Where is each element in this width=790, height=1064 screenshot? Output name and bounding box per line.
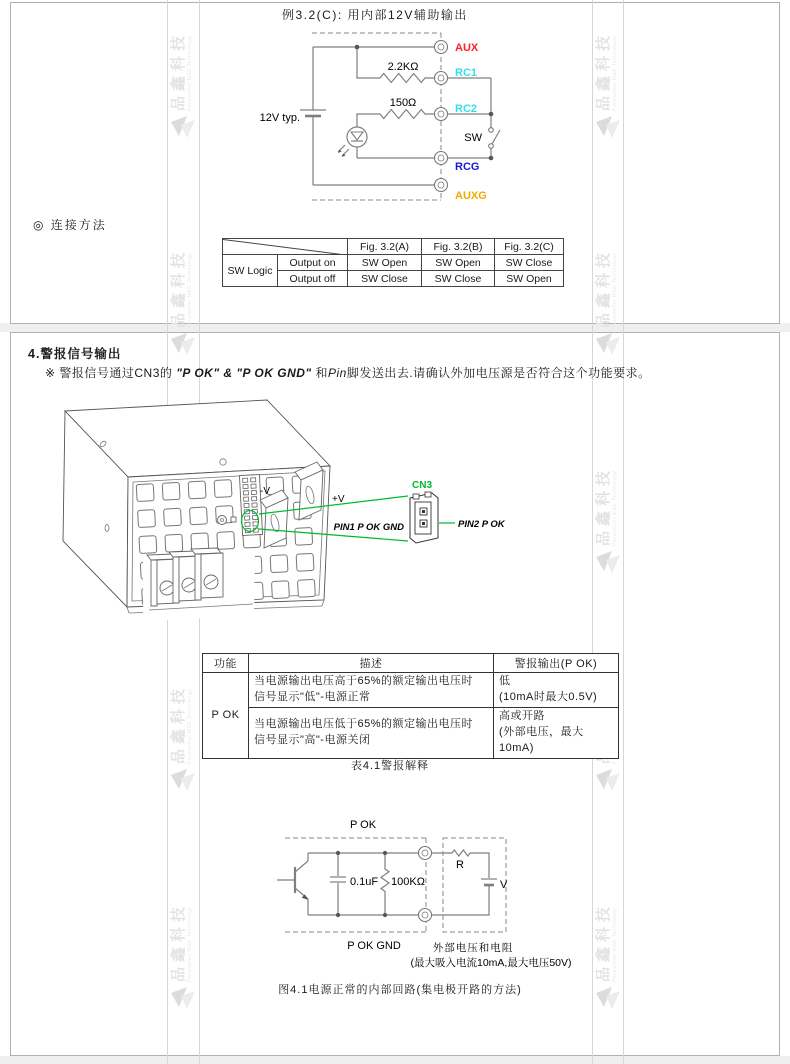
section4-heading: 4.警报信号输出 <box>28 347 122 361</box>
external-note-line1: 外部电压和电阻 <box>432 942 514 954</box>
note-part-pin: Pin <box>327 366 347 380</box>
vent-hole <box>164 508 182 526</box>
watermark-logo-icon <box>170 332 196 356</box>
cn3-connector <box>410 492 438 543</box>
figure-3-2c-title: 例3.2(C): 用内部12V辅助输出 <box>282 8 468 22</box>
watermark-column-right <box>592 0 624 1064</box>
diagonal-corner-cell <box>223 239 348 255</box>
cell-value: SW Close <box>422 271 495 287</box>
alarm-col-function: 功能 <box>203 654 249 673</box>
alarm-desc-high: 当电源输出电压高于65%的额定输出电压时 信号显示"低"-电源正常 <box>249 673 494 708</box>
connection-method-heading: ◎ 连接方法 <box>33 218 107 232</box>
figure-4-1-circuit <box>270 812 590 974</box>
vent-hole <box>217 532 235 550</box>
vent-hole <box>162 482 180 500</box>
alarm-col-description: 描述 <box>249 654 494 673</box>
psu-boundary-dashed <box>312 33 441 200</box>
screw-head <box>218 516 227 525</box>
vent-hole <box>139 536 157 554</box>
section4-note <box>45 364 651 381</box>
note-part: ※ 警报信号通过CN3的 <box>45 366 177 380</box>
vent-hole <box>136 484 154 502</box>
resistor-150-label: 150Ω <box>389 97 417 109</box>
watermark-text: 品鑫科技 Pacesetter M&E Technology <box>595 901 618 982</box>
section-gap <box>0 323 790 332</box>
terminal-unit <box>191 548 223 600</box>
watermark-logo-icon <box>595 768 621 792</box>
watermark-text: 品鑫科技 Pacesetter M&E Technology <box>595 30 618 111</box>
watermark-tile <box>593 5 625 155</box>
vent-hole <box>214 480 232 498</box>
source-12v-label: 12V typ. <box>259 112 300 124</box>
watermark-logo-icon <box>595 115 621 139</box>
neg-v-label: -V <box>260 486 270 497</box>
cap-label: 0.1uF <box>350 876 379 888</box>
note-part: 和 <box>311 366 328 380</box>
terminal-label-rc2: RC2 <box>455 103 478 115</box>
alarm-out-low: 低 (10mA时最大0.5V) <box>494 673 619 708</box>
external-note-line2: (最大吸入电流10mA,最大电压50V) <box>410 957 572 969</box>
figure-4-1-caption: 图4.1电源正常的内部回路(集电极开路的方法) <box>278 984 522 996</box>
watermark-text: 品鑫科技 Pacesetter M&E Technology <box>170 683 193 764</box>
vent-hole <box>296 553 314 571</box>
vent-hole <box>165 534 183 552</box>
watermark-text: 品鑫科技 Pacesetter M&E Technology <box>170 901 193 982</box>
figure-3-2c-circuit <box>240 20 560 216</box>
watermark-tile <box>593 440 625 590</box>
cell-value: SW Open <box>495 271 564 287</box>
note-part-pok: "P OK" & "P OK GND" <box>176 366 312 380</box>
psu-isometric-figure <box>55 390 520 640</box>
terminal-label-rc1: RC1 <box>455 67 478 79</box>
alarm-col-output: 警报输出(P OK) <box>494 654 619 673</box>
watermark-logo-icon <box>595 550 621 574</box>
table-4-1-caption: 表4.1警报解释 <box>350 760 430 772</box>
watermark-text: 品鑫科技 Pacesetter M&E Technology <box>170 247 193 328</box>
cell-value: SW Open <box>348 255 422 271</box>
watermark-tile <box>168 658 200 808</box>
watermark-text: 品鑫科技 Pacesetter M&E Technology <box>595 247 618 328</box>
vent-hole <box>138 510 156 528</box>
cell-value: SW Open <box>422 255 495 271</box>
watermark-text: 品鑫科技 Pacesetter M&E Technology <box>170 30 193 111</box>
vent-hole <box>297 579 315 597</box>
pok-label: P OK <box>349 819 377 831</box>
watermark-logo-icon <box>595 332 621 356</box>
col-header-fig-a: Fig. 3.2(A) <box>348 239 422 255</box>
watermark-tile <box>168 876 200 1026</box>
v-label: V <box>500 879 508 891</box>
watermark-logo-icon <box>595 986 621 1010</box>
external-circuit <box>432 850 497 915</box>
watermark-logo-icon <box>170 115 196 139</box>
cell-value: SW Close <box>348 271 422 287</box>
r-label: R <box>456 859 464 871</box>
vent-hole <box>295 527 313 545</box>
cell-value: SW Close <box>495 255 564 271</box>
note-part: 脚发送出去.请确认外加电压源是否符合这个功能要求。 <box>346 366 651 380</box>
sw-label: SW <box>464 132 482 144</box>
cn3-label: CN3 <box>412 480 433 491</box>
watermark-tile <box>593 876 625 1026</box>
vent-hole <box>272 581 290 599</box>
resistor-2k2-label: 2.2KΩ <box>387 61 419 73</box>
res-label: 100KΩ <box>391 876 425 888</box>
col-header-fig-b: Fig. 3.2(B) <box>422 239 495 255</box>
watermark-tile <box>168 5 200 155</box>
page-bottom-margin <box>0 1056 790 1064</box>
terminal-label-aux: AUX <box>455 42 479 54</box>
terminal-label-auxg: AUXG <box>455 190 487 202</box>
pin1-label: PIN1 P OK GND <box>333 522 404 533</box>
diagonal-line <box>223 239 348 255</box>
row-label-output-off: Output off <box>278 271 348 287</box>
sw-logic-table <box>222 238 564 287</box>
output-terminals <box>435 41 448 192</box>
pad <box>231 517 236 522</box>
row-group-sw-logic: SW Logic <box>223 255 278 287</box>
watermark-logo-icon <box>170 768 196 792</box>
watermark-text: 品鑫科技 Pacesetter M&E Technology <box>595 465 618 546</box>
terminal-label-rcg: RCG <box>455 161 480 173</box>
terminal-block <box>143 548 255 621</box>
vent-hole <box>188 481 206 499</box>
alarm-table <box>202 653 619 759</box>
col-header-fig-c: Fig. 3.2(C) <box>495 239 564 255</box>
alarm-out-high: 高或开路 (外部电压，最大10mA) <box>494 708 619 759</box>
vent-hole <box>270 555 288 573</box>
alarm-function-pok: P OK <box>203 673 249 759</box>
watermark-tile <box>593 222 625 372</box>
row-label-output-on: Output on <box>278 255 348 271</box>
alarm-desc-low: 当电源输出电压低于65%的额定输出电压时 信号显示"高"-电源关闭 <box>249 708 494 759</box>
watermark-tile <box>168 222 200 372</box>
pin2-label: PIN2 P OK <box>458 519 505 530</box>
pok-gnd-label: P OK GND <box>347 940 401 952</box>
pos-v-label: +V <box>332 494 345 505</box>
vent-hole <box>190 507 208 525</box>
watermark-logo-icon <box>170 986 196 1010</box>
